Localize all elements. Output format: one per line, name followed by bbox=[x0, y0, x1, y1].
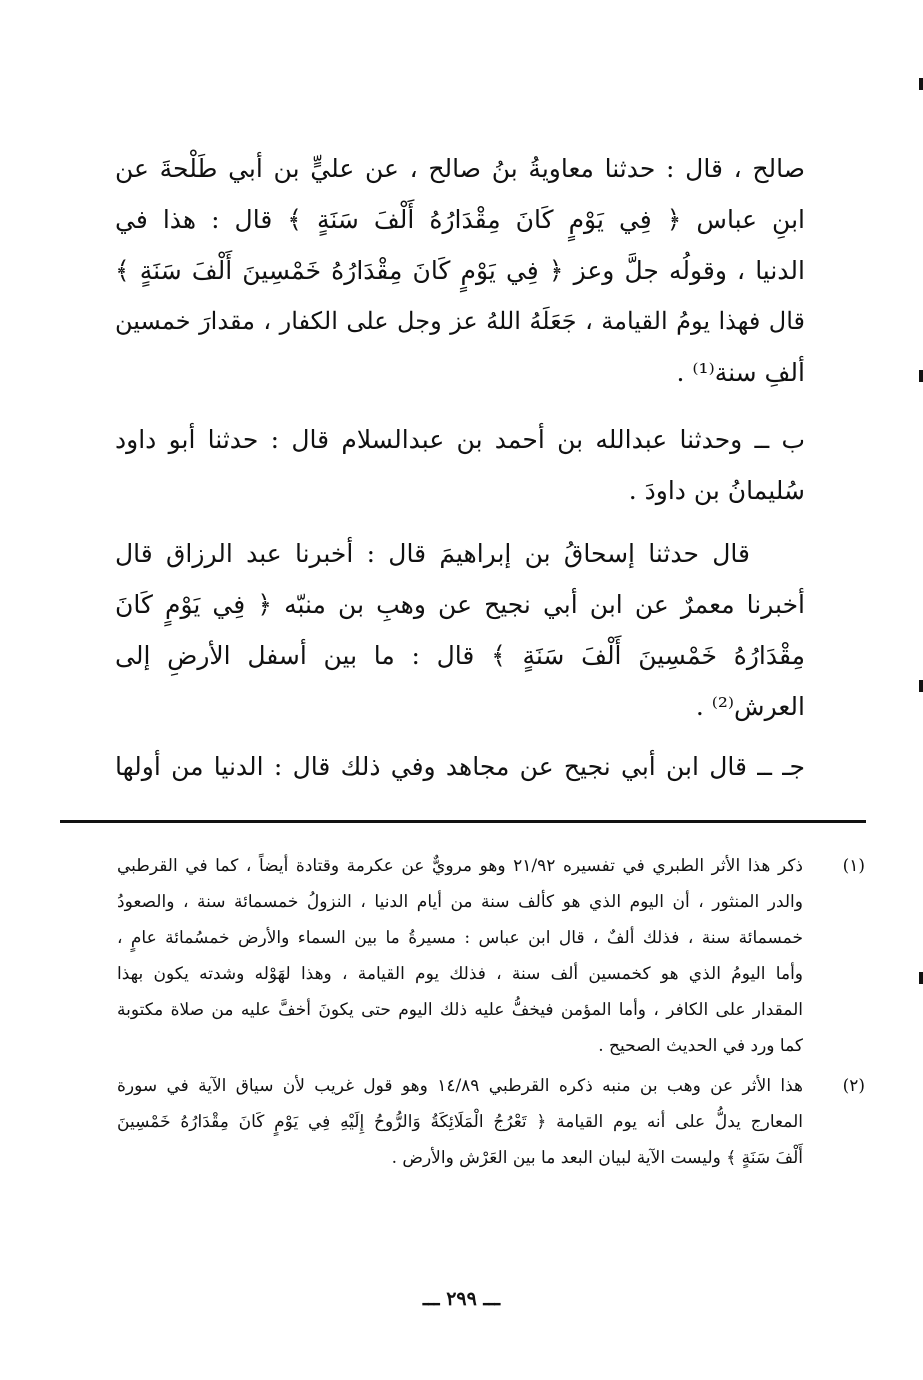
text-line: قال فهذا يومُ القيامة ، جَعَلَهُ اللهُ عز وجل على الكفار ، مقدارَ خمسين bbox=[115, 307, 805, 335]
paragraph-3 bbox=[115, 528, 805, 732]
footnote-line: المعارج يدلُّ على أنه يوم القيامة ﴿ تَعْرُجُ الْمَلَائِكَةُ وَالرُّوحُ إِلَيْهِ فِي يَوْمٍ كَانَ مِقْدَارُهُ خَمْسِينَ bbox=[117, 1112, 803, 1132]
text-line: قال حدثنا إسحاقُ بن إبراهيمَ قال : أخبرنا عبد الرزاق قال bbox=[115, 539, 750, 568]
paragraph-4 bbox=[115, 741, 805, 792]
edge-mark bbox=[919, 78, 923, 90]
text-line: أخبرنا معمرٌ عن ابن أبي نجيح عن وهبِ بن منبّه ﴿ فِي يَوْمٍ كَانَ bbox=[115, 590, 805, 619]
text-line: الدنيا ، وقولُه جلَّ وعز ﴿ فِي يَوْمٍ كَانَ مِقْدَارُهُ خَمْسِينَ أَلْفَ سَنَةٍ ﴾ bbox=[115, 256, 805, 285]
text-line: ألفِ سنة⁽¹⁾ . bbox=[676, 358, 805, 387]
text-line: ابنِ عباس ﴿ فِي يَوْمٍ كَانَ مِقْدَارُهُ أَلْفَ سَنَةٍ ﴾ قال : هذا في bbox=[115, 205, 805, 234]
page-number: ـــ ٢٩٩ ـــ bbox=[422, 1288, 501, 1310]
footnote-separator bbox=[60, 820, 866, 823]
paragraph-1 bbox=[115, 143, 805, 398]
footnote-number: (٢) bbox=[842, 1076, 865, 1096]
text-line: سُليمانُ بن داودَ . bbox=[628, 476, 805, 505]
footnote-line: هذا الأثر عن وهب بن منبه ذكره القرطبي ١٤/٨٩ وهو قول غريب لأن سياق الآية في سورة bbox=[117, 1076, 803, 1096]
edge-mark bbox=[919, 972, 923, 984]
footnote-2 bbox=[117, 1068, 865, 1176]
footnote-line: كما ورد في الحديث الصحيح . bbox=[598, 1036, 803, 1056]
edge-mark bbox=[919, 680, 923, 692]
text-line: العرش⁽²⁾ . bbox=[695, 692, 805, 721]
footnote-line: المقدار على الكافر ، وأما المؤمن فيخفُّ عليه ذلك اليوم حتى يكونَ أخفَّ عليه من صلاة مكتوبة bbox=[117, 1000, 803, 1020]
footnote-number: (١) bbox=[842, 856, 865, 876]
footnote-1 bbox=[117, 848, 865, 1064]
footnote-line: خمسمائة سنة ، فذلك ألفٌ ، قال ابن عباس : مسيرةُ ما بين السماء والأرض خمسُمائة عامٍ ، bbox=[117, 928, 803, 948]
footnote-line: ذكر هذا الأثر الطبري في تفسيره ٢١/٩٢ وهو مرويٌّ عن عكرمة وقتادة أيضاً ، كما في القرطبي bbox=[117, 856, 804, 876]
text-line: مِقْدَارُهُ خَمْسِينَ أَلْفَ سَنَةٍ ﴾ قال : ما بين أسفل الأرضِ إلى bbox=[115, 641, 805, 670]
text-line: صالح ، قال : حدثنا معاويةُ بنُ صالح ، عن عليٍّ بن أبي طَلْحةَ عن bbox=[115, 154, 805, 183]
footnote-line: أَلْفَ سَنَةٍ ﴾ وليست الآية لبيان البعد ما بين العَرْش والأرض . bbox=[391, 1148, 803, 1168]
text-line: جـ ــ قال ابن أبي نجيح عن مجاهد وفي ذلك قال : الدنيا من أولها bbox=[115, 752, 805, 781]
footnote-line: وأما اليومُ الذي هو كخمسين ألف سنة ، فذلك يوم القيامة ، وهذا لهَوْله وشدته يكون بهذا bbox=[117, 964, 803, 984]
edge-mark bbox=[919, 370, 923, 382]
text-line: ب ــ وحدثنا عبدالله بن أحمد بن عبدالسلام قال : حدثنا أبو داود bbox=[115, 425, 805, 454]
paragraph-2 bbox=[115, 414, 805, 516]
footnote-line: والدر المنثور ، أن اليوم الذي هو كألف سنة من أيام الدنيا ، النزولُ خمسمائة سنة ، والصعودُ bbox=[117, 892, 803, 912]
